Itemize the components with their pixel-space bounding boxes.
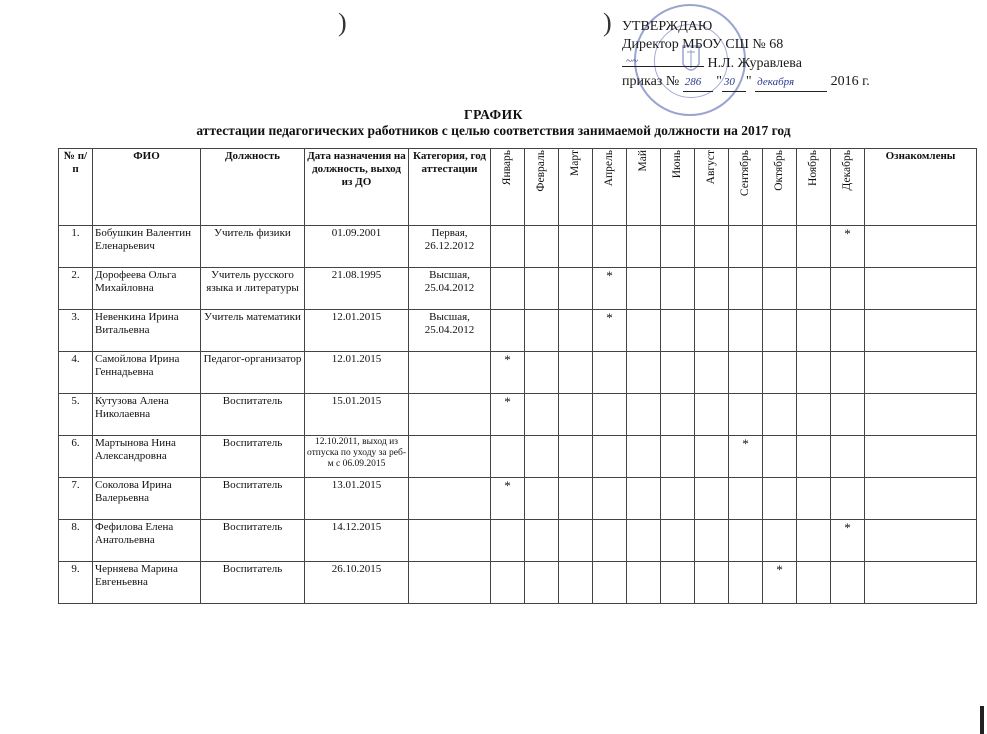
document-subtitle: аттестации педагогических работников с целью соответствия занимаемой должности на 2017 год [196,123,791,138]
row-fio: Черняева Марина Евгеньевна [93,562,201,604]
table-row [59,226,977,268]
row-category: Высшая, 25.04.2012 [409,310,491,352]
row-month-cell [797,436,831,478]
row-month-cell [627,478,661,520]
row-acknowledged [865,394,977,436]
row-month-cell [797,226,831,268]
row-month-cell [695,478,729,520]
header-date: Дата назначения на должность, выход из ДО [305,149,409,226]
row-fio: Самойлова Ирина Геннадьевна [93,352,201,394]
order-month: декабря [757,76,795,88]
row-month-cell [525,352,559,394]
row-date: 26.10.2015 [305,562,409,604]
row-position: Воспитатель [201,436,305,478]
row-month-cell: * [763,562,797,604]
row-month-cell [831,436,865,478]
header-month-dec: Декабрь [831,149,865,226]
row-position: Учитель физики [201,226,305,268]
row-month-cell [729,394,763,436]
scan-mark: ) [338,8,347,37]
row-month-cell [491,226,525,268]
row-category [409,394,491,436]
row-month-cell [831,562,865,604]
row-num: 6. [59,436,93,478]
row-num: 2. [59,268,93,310]
row-fio: Дорофеева Ольга Михайловна [93,268,201,310]
row-position: Воспитатель [201,562,305,604]
row-category: Первая, 26.12.2012 [409,226,491,268]
row-num: 3. [59,310,93,352]
row-month-cell: * [729,436,763,478]
row-month-cell [491,310,525,352]
row-acknowledged [865,562,977,604]
signature [622,54,704,67]
row-month-cell: * [593,310,627,352]
row-month-cell [831,268,865,310]
row-num: 8. [59,520,93,562]
table-row [59,520,977,562]
row-month-cell [831,310,865,352]
document-title: ГРАФИК [464,107,523,122]
row-date: 21.08.1995 [305,268,409,310]
row-month-cell [627,352,661,394]
row-category [409,520,491,562]
row-month-cell [695,436,729,478]
row-month-cell [763,310,797,352]
approval-heading: УТВЕРЖДАЮ [622,19,713,34]
row-acknowledged [865,520,977,562]
row-month-cell [797,310,831,352]
table-header-row [59,149,977,226]
header-month-jun: Июнь [661,149,695,226]
table-row [59,394,977,436]
row-month-cell [525,562,559,604]
row-num: 4. [59,352,93,394]
row-num: 5. [59,394,93,436]
row-month-cell [525,394,559,436]
row-month-cell [627,520,661,562]
row-month-cell [525,226,559,268]
row-position: Учитель математики [201,310,305,352]
row-month-cell [559,310,593,352]
approval-block [622,18,870,92]
row-month-cell [797,562,831,604]
row-month-cell [763,520,797,562]
approval-signature-line [622,54,870,73]
row-month-cell [525,520,559,562]
row-month-cell [831,478,865,520]
row-month-cell [491,436,525,478]
row-month-cell [661,562,695,604]
row-month-cell [525,268,559,310]
row-month-cell [695,562,729,604]
header-month-apr: Апрель [593,149,627,226]
row-month-cell [797,478,831,520]
row-month-cell [661,478,695,520]
row-month-cell [797,352,831,394]
row-fio: Мартынова Нина Александровна [93,436,201,478]
month-field [755,73,827,92]
row-month-cell: * [831,520,865,562]
row-month-cell [695,310,729,352]
row-fio: Фефилова Елена Анатольевна [93,520,201,562]
row-month-cell [661,226,695,268]
row-month-cell [729,562,763,604]
header-position: Должность [201,149,305,226]
order-year: 2016 г. [830,74,870,89]
row-date: 14.12.2015 [305,520,409,562]
row-month-cell [729,478,763,520]
row-month-cell [559,478,593,520]
row-month-cell [559,226,593,268]
row-month-cell [593,562,627,604]
row-date: 15.01.2015 [305,394,409,436]
table-row [59,268,977,310]
row-position: Воспитатель [201,394,305,436]
row-month-cell [559,268,593,310]
row-month-cell [831,352,865,394]
row-month-cell [627,310,661,352]
row-month-cell [525,436,559,478]
row-month-cell [491,562,525,604]
table-row [59,478,977,520]
row-fio: Невенкина Ирина Витальевна [93,310,201,352]
row-month-cell [593,394,627,436]
row-acknowledged [865,478,977,520]
table-row [59,562,977,604]
row-month-cell [661,436,695,478]
row-position: Воспитатель [201,478,305,520]
row-acknowledged [865,310,977,352]
row-position: Педагог-организатор [201,352,305,394]
signature-scribble: ~~ [626,55,638,67]
header-month-sep: Сентябрь [729,149,763,226]
row-month-cell [729,520,763,562]
row-category [409,352,491,394]
row-month-cell [661,520,695,562]
row-month-cell [797,520,831,562]
row-date: 12.01.2015 [305,352,409,394]
row-month-cell [593,226,627,268]
row-month-cell [525,310,559,352]
order-day: 30 [723,76,735,88]
attestation-table [58,148,977,604]
row-month-cell [593,436,627,478]
header-month-oct: Октябрь [763,149,797,226]
row-month-cell [763,352,797,394]
row-acknowledged [865,352,977,394]
order-prefix: приказ № [622,74,680,89]
header-month-jan: Январь [491,149,525,226]
row-month-cell [559,520,593,562]
row-date: 12.10.2011, выход из отпуска по уходу за реб-м с 06.09.2015 [305,436,409,478]
row-month-cell [627,394,661,436]
row-month-cell [729,310,763,352]
table-row [59,436,977,478]
row-month-cell [559,562,593,604]
row-fio: Бобушкин Валентин Еленарьевич [93,226,201,268]
row-month-cell [763,268,797,310]
row-month-cell [627,436,661,478]
row-month-cell [763,226,797,268]
row-category [409,562,491,604]
row-month-cell [763,478,797,520]
row-month-cell [831,394,865,436]
row-num: 7. [59,478,93,520]
row-fio: Кутузова Алена Николаевна [93,394,201,436]
row-month-cell [661,394,695,436]
row-month-cell [661,310,695,352]
row-date: 12.01.2015 [305,310,409,352]
row-num: 9. [59,562,93,604]
approval-director: Директор МБОУ СШ № 68 [622,37,784,52]
header-month-nov: Ноябрь [797,149,831,226]
header-month-aug: Август [695,149,729,226]
header-num: № п/п [59,149,93,226]
row-month-cell [559,436,593,478]
row-num: 1. [59,226,93,268]
row-month-cell [797,268,831,310]
row-month-cell [627,268,661,310]
header-acknowledged: Ознакомлены [865,149,977,226]
row-month-cell: * [831,226,865,268]
order-number: 286 [684,76,702,88]
table-body [59,226,977,604]
approval-order-line [622,73,870,92]
row-month-cell [695,394,729,436]
header-fio: ФИО [93,149,201,226]
row-month-cell [729,268,763,310]
row-category [409,436,491,478]
row-month-cell [627,562,661,604]
row-category: Высшая, 25.04.2012 [409,268,491,310]
row-fio: Соколова Ирина Валерьевна [93,478,201,520]
signer-name: Н.Л. Журавлева [707,56,802,71]
row-date: 01.09.2001 [305,226,409,268]
row-month-cell [525,478,559,520]
row-month-cell [559,394,593,436]
row-acknowledged [865,436,977,478]
row-month-cell [763,394,797,436]
header-month-mar: Март [559,149,593,226]
scan-edge [980,706,984,734]
row-month-cell: * [593,268,627,310]
row-month-cell [797,394,831,436]
header-month-feb: Февраль [525,149,559,226]
row-month-cell: * [491,394,525,436]
scan-mark: ) [603,8,612,37]
row-month-cell [593,352,627,394]
row-acknowledged [865,226,977,268]
row-month-cell: * [491,352,525,394]
row-month-cell [695,268,729,310]
order-number-field [683,73,713,92]
row-month-cell [559,352,593,394]
header-category: Категория, год аттестации [409,149,491,226]
row-month-cell [729,226,763,268]
row-category [409,478,491,520]
row-position: Воспитатель [201,520,305,562]
row-month-cell [661,352,695,394]
row-month-cell [491,520,525,562]
row-month-cell [763,436,797,478]
row-month-cell [695,352,729,394]
row-month-cell [491,268,525,310]
row-month-cell [593,520,627,562]
row-month-cell [695,520,729,562]
quote-close: " [745,74,752,89]
row-month-cell [593,478,627,520]
quote-open: " [716,74,722,89]
row-month-cell [627,226,661,268]
header-month-may: Май [627,149,661,226]
row-acknowledged [865,268,977,310]
table-row [59,352,977,394]
row-date: 13.01.2015 [305,478,409,520]
day-field [722,73,746,92]
row-month-cell: * [491,478,525,520]
row-month-cell [661,268,695,310]
row-position: Учитель русского языка и литературы [201,268,305,310]
row-month-cell [729,352,763,394]
row-month-cell [695,226,729,268]
table-row [59,310,977,352]
